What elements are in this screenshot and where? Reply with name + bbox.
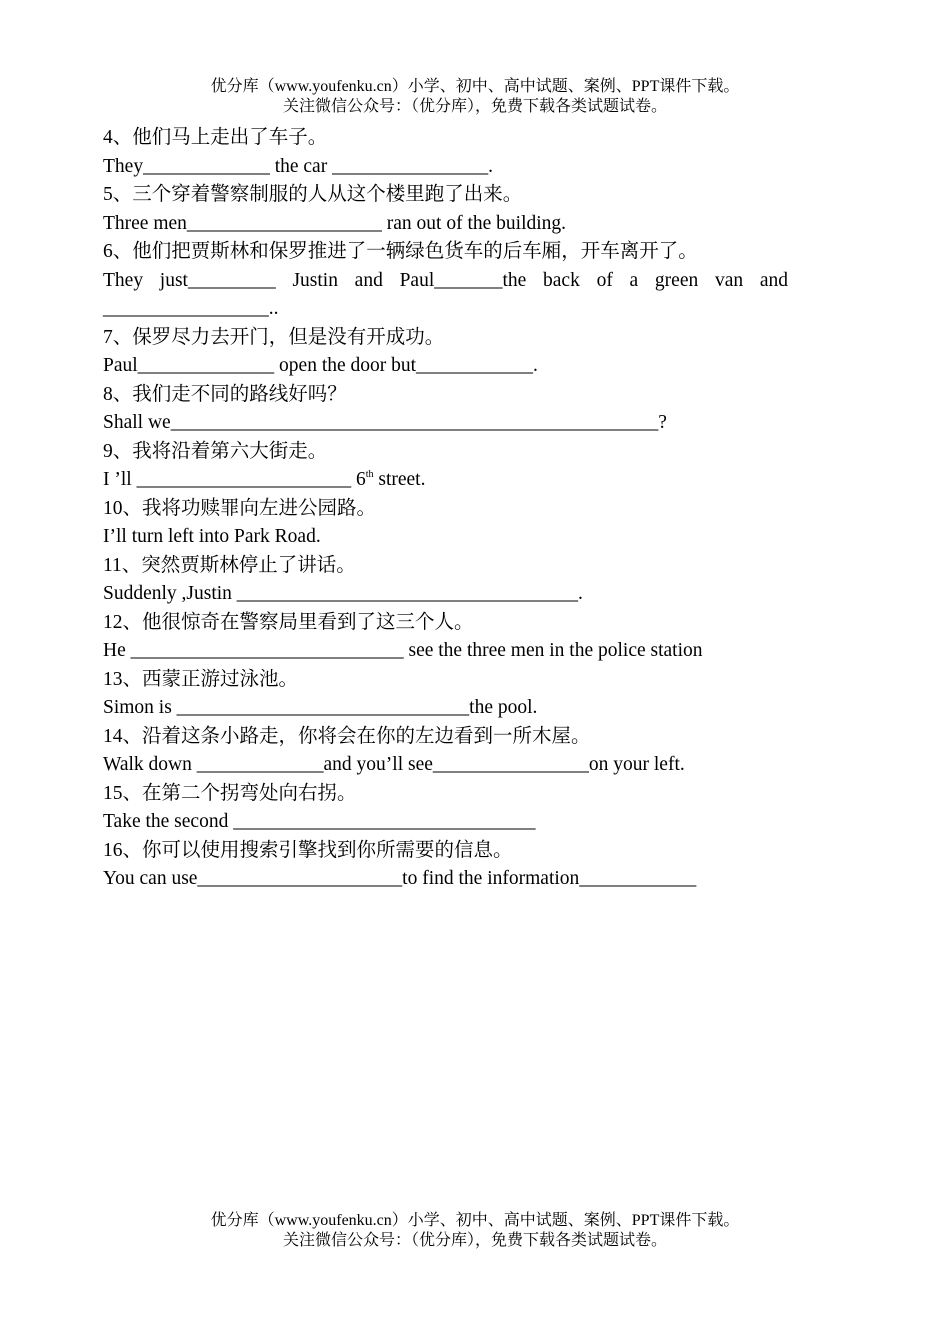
page-footer (0, 1211, 950, 1251)
item-14-english: Walk down _____________and you’ll see________________on your left. (103, 754, 685, 775)
footer-line-1: 优分库（www.youfenku.cn）小学、初中、高中试题、案例、PPT课件下载。 (210, 1212, 740, 1229)
item-15-chinese: 15、在第二个拐弯处向右拐。 (103, 782, 357, 804)
item-9-chinese: 9、我将沿着第六大街走。 (103, 440, 328, 462)
item-6-english: They just_________ Justin and Paul_______the back of a green van and (103, 269, 788, 291)
item-7-chinese: 7、保罗尽力去开门，但是没有开成功。 (103, 326, 445, 348)
item-16-chinese: 16、你可以使用搜索引擎找到你所需要的信息。 (103, 839, 513, 861)
item-4-chinese: 4、他们马上走出了车子。 (103, 127, 328, 148)
header-line-1: 优分库（www.youfenku.cn）小学、初中、高中试题、案例、PPT课件下载。 (210, 78, 740, 95)
item-4-english: They_____________ the car ________________. (103, 155, 493, 177)
item-11-english: Suddenly ,Justin ___________________________________. (103, 583, 583, 604)
item-8-english: Shall we__________________________________________________? (103, 412, 667, 433)
item-15-english: Take the second _______________________________ (103, 811, 536, 832)
item-5-chinese: 5、三个穿着警察制服的人从这个楼里跑了出来。 (103, 184, 523, 205)
item-9-english (103, 466, 788, 495)
page-header (0, 77, 950, 117)
item-5-english: Three men____________________ ran out of the building. (103, 212, 567, 234)
item-11-chinese: 11、突然贾斯林停止了讲话。 (103, 554, 356, 576)
item-9-english-part-b: street. (373, 469, 426, 490)
item-12-chinese: 12、他很惊奇在警察局里看到了这三个人。 (103, 611, 474, 633)
item-6-english-continued: _________________.. (103, 298, 279, 319)
item-9-english-part-a: I ’ll ______________________ 6 (103, 469, 366, 490)
footer-line-2: 关注微信公众号：（优分库），免费下载各类试题试卷。 (282, 1232, 667, 1249)
item-12-english: He ____________________________ see the three men in the police station (103, 640, 703, 661)
item-13-english: Simon is ______________________________the pool. (103, 697, 538, 718)
item-10-english: I’ll turn left into Park Road. (103, 526, 321, 547)
item-10-chinese: 10、我将功赎罪向左进公园路。 (103, 497, 377, 519)
item-13-chinese: 13、西蒙正游过泳池。 (103, 668, 299, 690)
item-8-chinese: 8、我们走不同的路线好吗？ (103, 383, 347, 405)
exercise-list (103, 124, 788, 894)
ordinal-suffix: th (365, 469, 374, 480)
header-line-2: 关注微信公众号：（优分库），免费下载各类试题试卷。 (282, 98, 667, 115)
item-16-english: You can use_____________________to find the information____________ (103, 868, 697, 889)
item-14-chinese: 14、沿着这条小路走，你将会在你的左边看到一所木屋。 (103, 725, 591, 747)
item-7-english: Paul______________ open the door but____________. (103, 355, 538, 376)
item-6-chinese: 6、他们把贾斯林和保罗推进了一辆绿色货车的后车厢，开车离开了。 (103, 241, 698, 262)
